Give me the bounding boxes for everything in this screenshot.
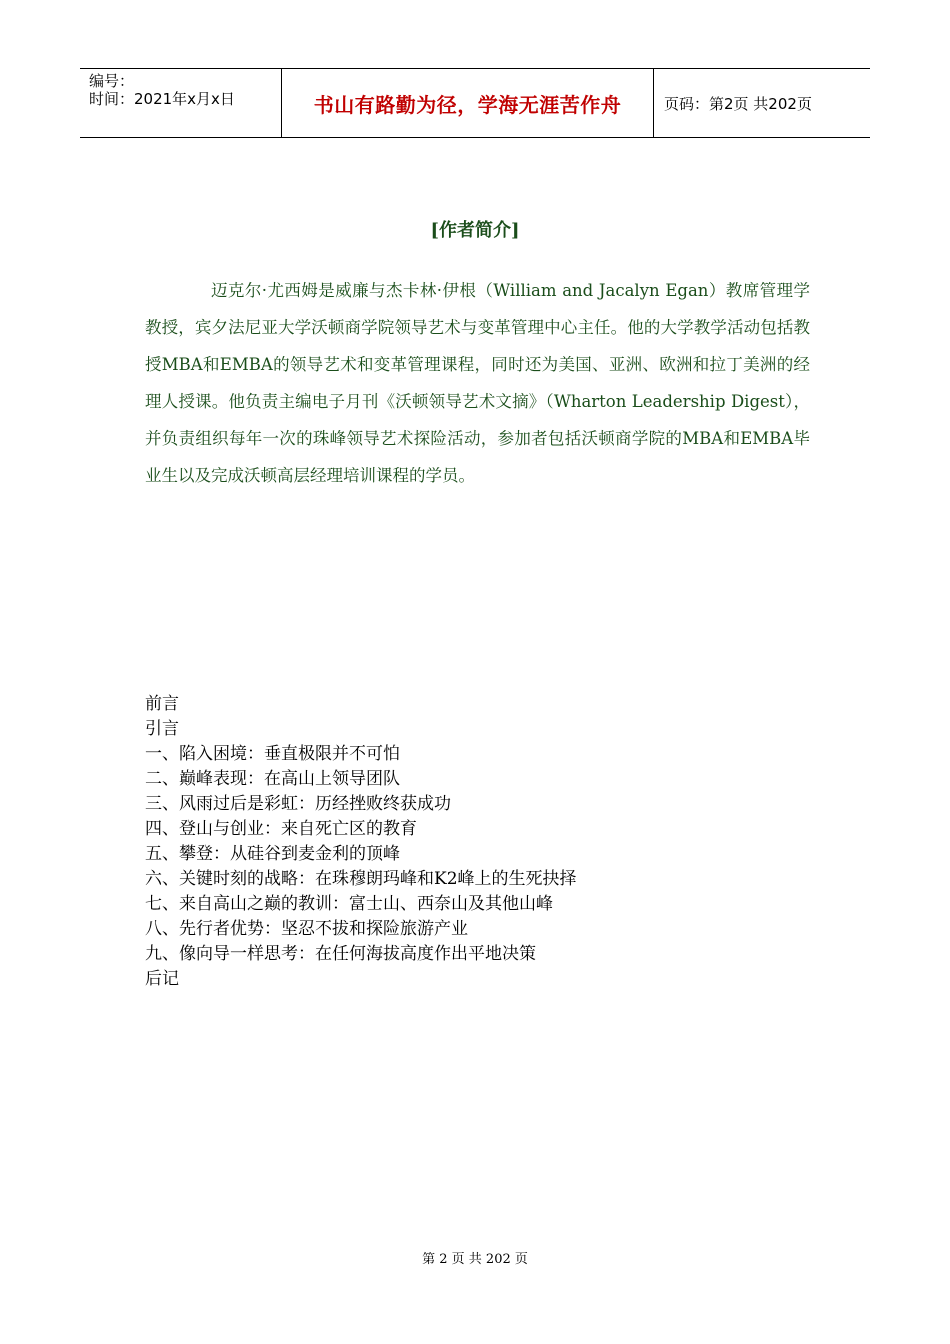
- toc-item: 七、来自高山之巅的教训：富士山、西奈山及其他山峰: [145, 894, 553, 914]
- toc-item: 五、攀登：从硅谷到麦金利的顶峰: [145, 844, 400, 864]
- toc-item: 前言: [145, 694, 179, 714]
- header-meta-cell: [80, 69, 282, 137]
- toc-item: 后记: [145, 969, 179, 989]
- author-intro-body: 迈克尔·尤西姆是威廉与杰卡林·伊根（William and Jacalyn Egan）教席管理学教授，宾夕法尼亚大学沃顿商学院领导艺术与变革管理中心主任。他的大学教学活动包括教授MBA和EMBA的领导艺术和变革管理课程，同时还为美国、亚洲、欧洲和拉丁美洲的经理人授课。他负责主编电子月刊《沃顿领导艺术文摘》（Wharton Leadership Digest），并负责组织每年一次的珠峰领导艺术探险活动，参加者包括沃顿商学院的MBA和EMBA毕业生以及完成沃顿高层经理培训课程的学员。: [145, 281, 810, 485]
- toc-item: 引言: [145, 719, 179, 739]
- table-of-contents: [145, 692, 577, 992]
- author-intro-title: [作者简介]: [430, 220, 520, 241]
- toc-item: 一、陷入困境：垂直极限并不可怕: [145, 744, 400, 764]
- page-footer: 第 2 页 共 202 页: [422, 1252, 528, 1267]
- toc-item: 三、风雨过后是彩虹：历经挫败终获成功: [145, 794, 451, 814]
- toc-item: 九、像向导一样思考：在任何海拔高度作出平地决策: [145, 944, 536, 964]
- header-page-info: 页码：第2页 共202页: [664, 94, 812, 113]
- toc-item: 四、登山与创业：来自死亡区的教育: [145, 819, 417, 839]
- header-motto: 书山有路勤为径，学海无涯苦作舟: [282, 69, 654, 137]
- document-header: [80, 68, 870, 138]
- header-number-label: 编号：: [89, 72, 135, 90]
- toc-item: 六、关键时刻的战略：在珠穆朗玛峰和K2峰上的生死抉择: [145, 869, 577, 889]
- toc-item: 八、先行者优势：坚忍不拔和探险旅游产业: [145, 919, 468, 939]
- header-date-label: 时间：2021年x月x日: [89, 90, 235, 108]
- toc-item: 二、巅峰表现：在高山上领导团队: [145, 769, 400, 789]
